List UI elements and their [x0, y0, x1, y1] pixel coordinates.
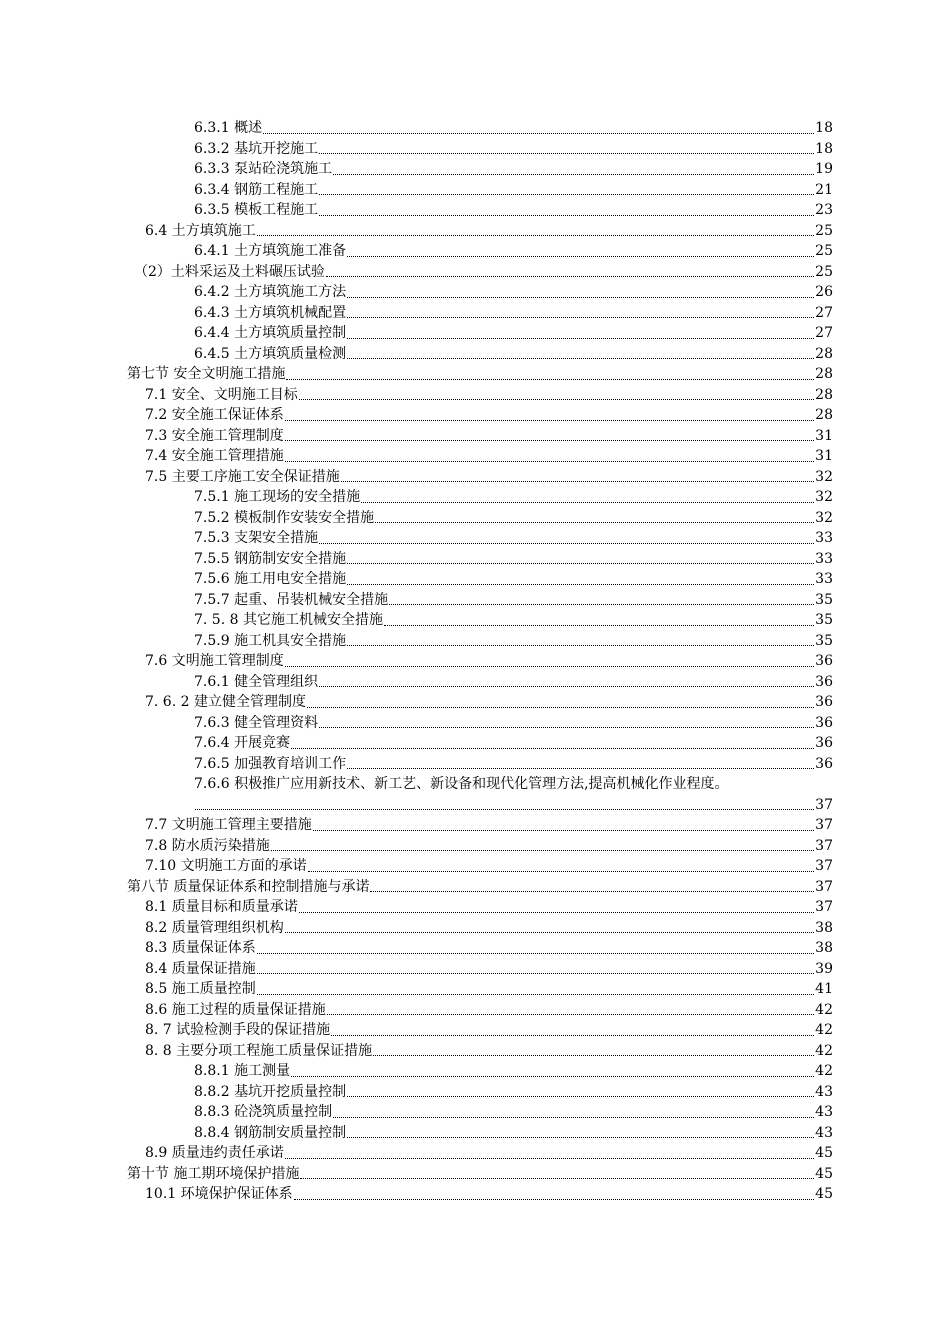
dot-leader	[347, 563, 814, 564]
toc-entry[interactable]	[127, 508, 833, 529]
dot-leader	[319, 686, 814, 687]
toc-entry[interactable]	[127, 364, 833, 385]
toc-entry-page-number: 23	[815, 202, 833, 218]
toc-entry-label: 第八节 质量保证体系和控制措施与承诺	[127, 878, 370, 895]
dot-leader	[319, 194, 814, 195]
toc-entry-label: 7.5.9 施工机具安全措施	[194, 632, 347, 649]
toc-entry-label: （2）土料采运及土料碾压试验	[134, 263, 325, 280]
toc-entry-page-number: 28	[815, 386, 833, 403]
dot-leader	[257, 235, 814, 236]
toc-entry[interactable]	[127, 795, 833, 816]
toc-entry[interactable]	[127, 1102, 833, 1123]
toc-entry[interactable]	[127, 303, 833, 324]
toc-entry-label: 6.4.3 土方填筑机械配置	[194, 304, 347, 321]
toc-entry[interactable]	[127, 631, 833, 652]
toc-entry-page-number: 38	[815, 940, 833, 956]
toc-entry[interactable]	[127, 672, 833, 693]
toc-entry-label: 7.6.5 加强教育培训工作	[194, 755, 347, 772]
dot-leader	[347, 584, 814, 585]
toc-entry-label: 8.9 质量违约责任承诺	[145, 1145, 284, 1161]
toc-entry-page-number: 37	[815, 817, 833, 833]
dot-leader	[331, 1035, 814, 1036]
dot-leader	[285, 440, 814, 441]
dot-leader	[285, 420, 814, 421]
toc-entry-label: 7.5.7 起重、吊装机械安全措施	[194, 591, 389, 608]
toc-entry-label: 6.3.3 泵站砼浇筑施工	[194, 161, 333, 177]
toc-entry[interactable]	[127, 1143, 833, 1164]
toc-entry-page-number: 28	[815, 345, 833, 362]
toc-entry[interactable]	[127, 118, 833, 139]
toc-entry-label: 6.3.1 概述	[194, 120, 263, 136]
toc-entry-label: 8.4 质量保证措施	[145, 960, 256, 977]
toc-entry[interactable]	[127, 754, 833, 775]
toc-entry-page-number: 32	[815, 468, 833, 485]
toc-entry-page-number: 27	[815, 304, 833, 321]
toc-entry-label: 7.6 文明施工管理制度	[145, 653, 284, 669]
toc-entry[interactable]	[127, 733, 833, 754]
toc-entry[interactable]	[127, 836, 833, 857]
toc-entry-label: 8.8.2 基坑开挖质量控制	[194, 1083, 347, 1100]
dot-leader	[257, 973, 814, 974]
toc-entry-page-number: 36	[815, 755, 833, 772]
toc-entry-label: 7.5.5 钢筋制安安全措施	[194, 550, 347, 567]
toc-entry-page-number: 25	[815, 243, 833, 259]
toc-entry[interactable]	[127, 549, 833, 570]
toc-entry[interactable]	[127, 139, 833, 160]
toc-entry-page-number: 35	[815, 632, 833, 649]
dot-leader	[384, 625, 814, 626]
toc-entry-page-number: 28	[815, 366, 833, 382]
toc-entry[interactable]	[127, 1000, 833, 1021]
toc-entry[interactable]	[127, 815, 833, 836]
toc-entry-page-number: 37	[815, 796, 833, 813]
toc-entry-label: 10.1 环境保护保证体系	[145, 1186, 293, 1202]
toc-entry-page-number: 36	[815, 735, 833, 751]
dot-leader	[313, 830, 814, 831]
toc-entry-page-number: 43	[815, 1124, 833, 1141]
toc-entry-label: 6.4.5 土方填筑质量检测	[194, 345, 347, 362]
dot-leader	[291, 1076, 814, 1077]
toc-entry-label: 7.10 文明施工方面的承诺	[145, 858, 307, 874]
dot-leader	[285, 932, 814, 933]
dot-leader	[347, 1096, 814, 1097]
dot-leader	[195, 809, 814, 810]
toc-entry-label: 7.5.3 支架安全措施	[194, 530, 319, 546]
toc-entry-page-number: 42	[815, 1042, 833, 1059]
toc-entry-label: 7.3 安全施工管理制度	[145, 427, 284, 444]
toc-entry-label: 8.1 质量目标和质量承诺	[145, 899, 298, 915]
toc-entry-page-number: 18	[815, 120, 833, 136]
toc-entry-page-number: 36	[815, 653, 833, 669]
toc-entry-page-number: 33	[815, 550, 833, 567]
toc-entry-label: 8.8.4 钢筋制安质量控制	[194, 1124, 347, 1141]
toc-entry-label: 7. 6. 2 建立健全管理制度	[145, 694, 306, 710]
toc-entry-page-number: 37	[815, 837, 833, 854]
toc-entry[interactable]	[127, 1184, 833, 1205]
toc-entry-page-number: 36	[815, 714, 833, 731]
toc-entry[interactable]	[127, 590, 833, 611]
toc-entry-label: 7.5.1 施工现场的安全措施	[194, 489, 361, 505]
toc-entry-page-number: 35	[815, 591, 833, 608]
toc-entry[interactable]	[127, 467, 833, 488]
toc-entry-page-number: 37	[815, 858, 833, 874]
toc-entry-page-number: 41	[815, 981, 833, 997]
toc-entry[interactable]	[127, 487, 833, 508]
toc-entry[interactable]	[127, 692, 833, 713]
toc-entry[interactable]	[127, 1164, 833, 1185]
dot-leader	[308, 871, 815, 872]
toc-entry-page-number: 27	[815, 325, 833, 341]
toc-entry[interactable]	[127, 344, 833, 365]
toc-entry-label: 8.8.1 施工测量	[194, 1063, 291, 1079]
dot-leader	[373, 1055, 814, 1056]
toc-entry-page-number: 42	[815, 1063, 833, 1079]
toc-entry[interactable]	[127, 959, 833, 980]
dot-leader	[347, 358, 814, 359]
toc-entry-page-number: 37	[815, 878, 833, 895]
toc-entry-label: 第十节 施工期环境保护措施	[127, 1165, 300, 1182]
toc-entry-page-number: 33	[815, 571, 833, 587]
toc-entry-page-number: 38	[815, 919, 833, 936]
toc-entry[interactable]	[127, 262, 833, 283]
toc-entry[interactable]	[127, 877, 833, 898]
toc-entry[interactable]	[127, 405, 833, 426]
toc-entry-page-number: 25	[815, 263, 833, 280]
toc-entry-label: 7.6.1 健全管理组织	[194, 673, 319, 690]
dot-leader	[341, 481, 814, 482]
toc-entry-label: 6.4.1 土方填筑施工准备	[194, 243, 347, 259]
dot-leader	[300, 1178, 814, 1179]
toc-entry-label: 7.6.3 健全管理资料	[194, 714, 319, 731]
toc-entry-page-number: 26	[815, 284, 833, 300]
dot-leader	[375, 522, 814, 523]
toc-entry[interactable]	[127, 323, 833, 344]
dot-leader	[347, 1137, 814, 1138]
toc-entry-label: 7.5.6 施工用电安全措施	[194, 571, 347, 587]
dot-leader	[319, 727, 814, 728]
toc-entry[interactable]	[127, 1123, 833, 1144]
toc-entry[interactable]	[127, 610, 833, 631]
toc-entry[interactable]	[127, 1061, 833, 1082]
dot-leader	[294, 1199, 815, 1200]
table-of-contents	[127, 118, 833, 1205]
toc-entry-label: 6.4 土方填筑施工	[145, 222, 256, 239]
toc-entry[interactable]	[127, 918, 833, 939]
dot-leader	[326, 276, 814, 277]
dot-leader	[257, 994, 814, 995]
toc-entry-label: 8.2 质量管理组织机构	[145, 919, 284, 936]
toc-entry[interactable]	[127, 1020, 833, 1041]
toc-entry-page-number: 45	[815, 1165, 833, 1182]
toc-entry[interactable]	[127, 938, 833, 959]
dot-leader	[285, 461, 814, 462]
toc-entry-page-number: 43	[815, 1104, 833, 1120]
toc-entry-label: 6.3.4 钢筋工程施工	[194, 181, 319, 198]
toc-entry-label: 7.4 安全施工管理措施	[145, 448, 284, 464]
toc-entry[interactable]	[127, 241, 833, 262]
toc-entry[interactable]	[127, 180, 833, 201]
toc-entry-page-number: 28	[815, 407, 833, 423]
toc-entry[interactable]	[127, 446, 833, 467]
toc-entry[interactable]	[127, 651, 833, 672]
dot-leader	[347, 338, 814, 339]
dot-leader	[347, 317, 814, 318]
toc-entry[interactable]	[127, 385, 833, 406]
toc-entry-page-number: 33	[815, 530, 833, 546]
toc-entry-label: 8.3 质量保证体系	[145, 940, 256, 956]
toc-entry-page-number: 45	[815, 1186, 833, 1202]
toc-entry-page-number: 21	[815, 181, 833, 198]
dot-leader	[299, 912, 814, 913]
toc-entry[interactable]	[127, 282, 833, 303]
toc-entry[interactable]	[127, 856, 833, 877]
toc-entry-page-number: 32	[815, 509, 833, 526]
toc-entry-label: 8.5 施工质量控制	[145, 981, 256, 997]
dot-leader	[319, 153, 814, 154]
toc-entry-page-number: 25	[815, 222, 833, 239]
toc-entry-label: 7.2 安全施工保证体系	[145, 407, 284, 423]
toc-entry-page-number: 43	[815, 1083, 833, 1100]
dot-leader	[327, 1014, 814, 1015]
dot-leader	[286, 379, 814, 380]
dot-leader	[347, 256, 814, 257]
dot-leader	[291, 748, 814, 749]
toc-entry-label: 8.6 施工过程的质量保证措施	[145, 1001, 326, 1018]
dot-leader	[271, 850, 814, 851]
toc-entry-label: 7.6.4 开展竞赛	[194, 735, 291, 751]
toc-entry-page-number: 31	[815, 448, 833, 464]
toc-entry-label: 第七节 安全文明施工措施	[127, 366, 286, 382]
toc-entry-page-number: 35	[815, 612, 833, 628]
toc-entry-page-number: 36	[815, 673, 833, 690]
dot-leader	[307, 707, 814, 708]
dot-leader	[347, 645, 814, 646]
toc-entry[interactable]	[127, 221, 833, 242]
toc-entry-label: 6.4.2 土方填筑施工方法	[194, 284, 347, 300]
dot-leader	[285, 1158, 814, 1159]
toc-entry-label: 7. 5. 8 其它施工机械安全措施	[194, 612, 383, 628]
dot-leader	[285, 666, 814, 667]
toc-entry-page-number: 39	[815, 960, 833, 977]
dot-leader	[389, 604, 814, 605]
toc-entry-label: 8.8.3 砼浇筑质量控制	[194, 1104, 333, 1120]
toc-entry-page-number: 37	[815, 899, 833, 915]
dot-leader	[347, 768, 814, 769]
toc-entry-label: 8. 7 试验检测手段的保证措施	[145, 1022, 331, 1038]
toc-entry-label: 7.7 文明施工管理主要措施	[145, 817, 312, 833]
toc-entry-label: 7.1 安全、文明施工目标	[145, 386, 298, 403]
dot-leader	[333, 1117, 814, 1118]
toc-entry[interactable]	[127, 426, 833, 447]
toc-entry-page-number: 31	[815, 427, 833, 444]
dot-leader	[263, 133, 814, 134]
toc-entry-page-number: 45	[815, 1145, 833, 1161]
toc-entry-page-number: 18	[815, 140, 833, 157]
toc-entry[interactable]	[127, 528, 833, 549]
toc-entry-label: 7.8 防水质污染措施	[145, 837, 270, 854]
toc-entry-label: 6.3.5 模板工程施工	[194, 202, 319, 218]
dot-leader	[319, 543, 814, 544]
toc-entry-page-number: 36	[815, 694, 833, 710]
toc-entry[interactable]	[127, 713, 833, 734]
toc-entry-label: 7.5 主要工序施工安全保证措施	[145, 468, 340, 485]
toc-entry[interactable]	[127, 1041, 833, 1062]
toc-entry[interactable]	[127, 159, 833, 180]
toc-entry-label: 7.5.2 模板制作安装安全措施	[194, 509, 375, 526]
toc-entry[interactable]	[127, 569, 833, 590]
toc-entry[interactable]	[127, 979, 833, 1000]
toc-entry-label: 6.3.2 基坑开挖施工	[194, 140, 319, 157]
toc-entry-page-number: 19	[815, 161, 833, 177]
toc-entry[interactable]	[127, 1082, 833, 1103]
toc-entry-label: 6.4.4 土方填筑质量控制	[194, 325, 347, 341]
toc-entry-page-number: 32	[815, 489, 833, 505]
dot-leader	[257, 953, 814, 954]
dot-leader	[299, 399, 814, 400]
toc-entry[interactable]	[127, 897, 833, 918]
toc-entry[interactable]	[127, 200, 833, 221]
toc-entry[interactable]	[127, 774, 833, 795]
toc-entry-page-number: 42	[815, 1001, 833, 1018]
dot-leader	[319, 215, 814, 216]
dot-leader	[361, 502, 814, 503]
dot-leader	[347, 297, 814, 298]
toc-entry-label: 8. 8 主要分项工程施工质量保证措施	[145, 1042, 373, 1059]
dot-leader	[370, 891, 814, 892]
toc-entry-label: 7.6.6 积极推广应用新技术、新工艺、新设备和现代化管理方法,提高机械化作业程度。	[194, 776, 729, 792]
dot-leader	[333, 174, 814, 175]
toc-entry-page-number: 42	[815, 1022, 833, 1038]
